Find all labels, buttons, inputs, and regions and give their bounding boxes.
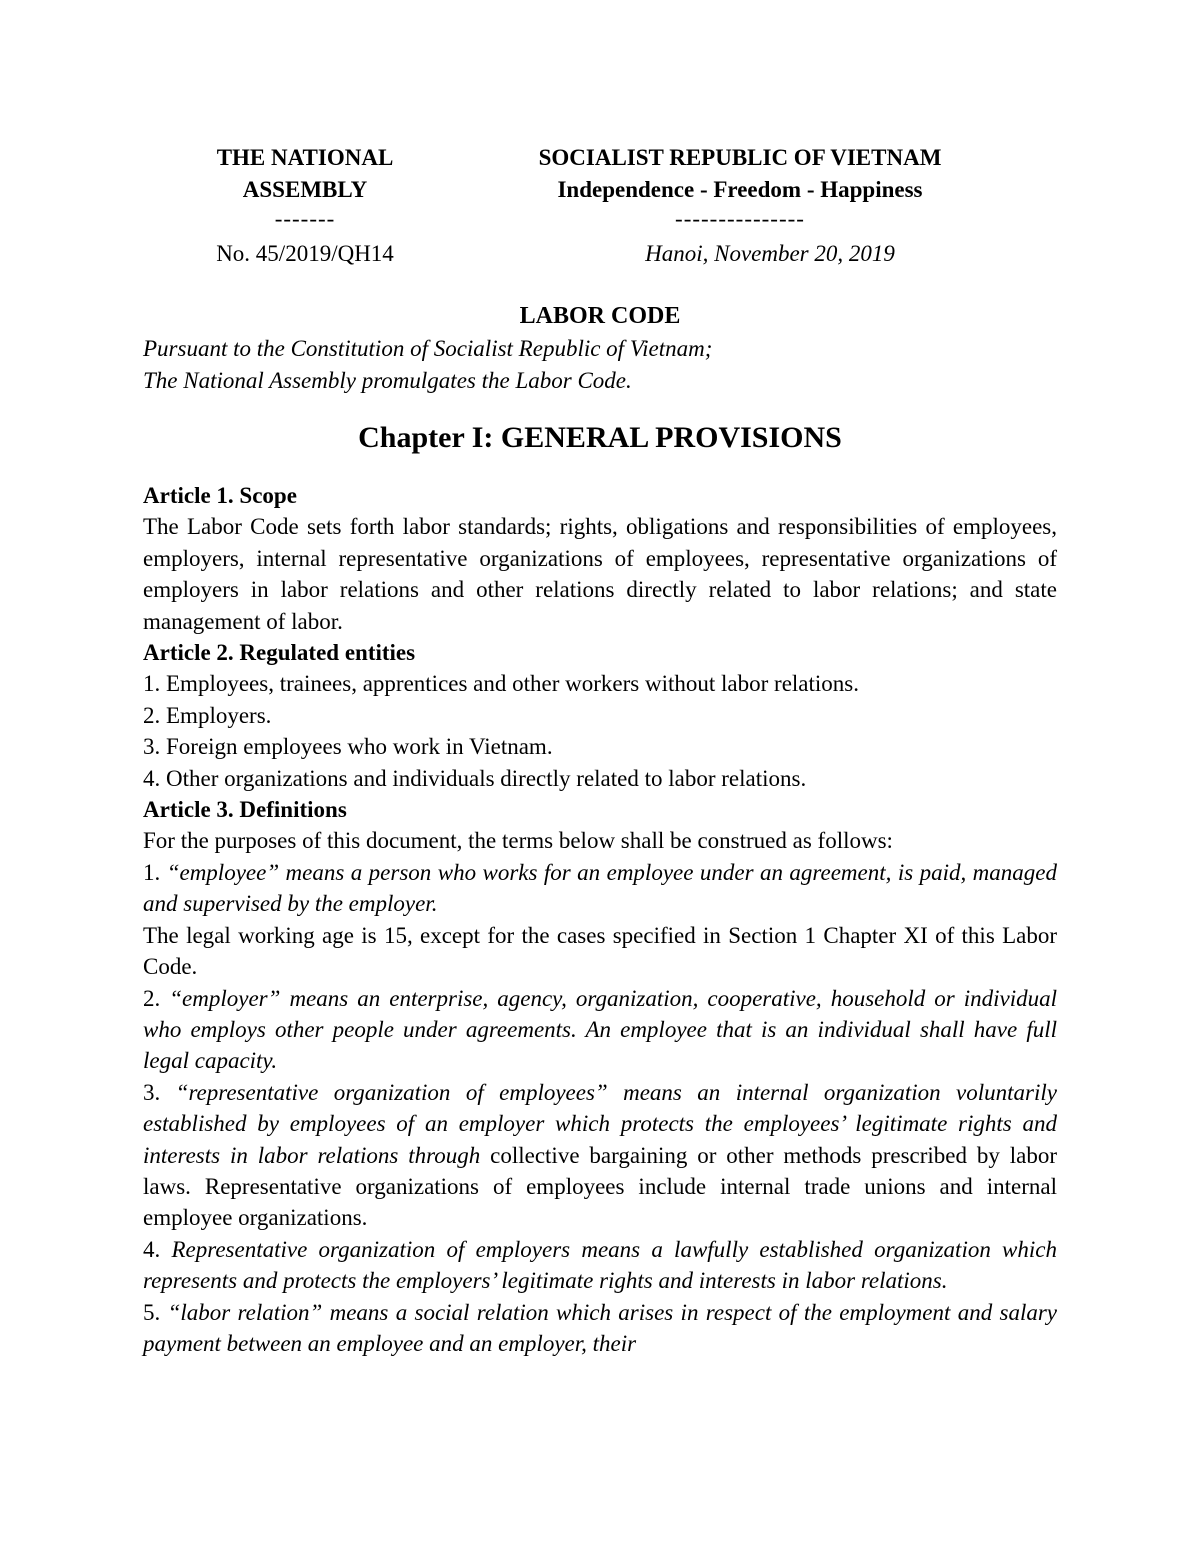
definition-3-text-italic: “representative organization of employees” means an internal organization voluntarily established by employees of an employer which protects the employees’ legitimate rights and interests in labor relations through <box>143 1079 1057 1168</box>
document-body <box>143 480 1057 1359</box>
chapter-heading: Chapter I: GENERAL PROVISIONS <box>358 421 842 454</box>
definition-2 <box>143 983 1057 1077</box>
definition-1-note: The legal working age is 15, except for the cases specified in Section 1 Chapter XI of this Labor Code. <box>143 922 1057 980</box>
definition-5-text: “labor relation” means a social relation which arises in respect of the employment and salary payment between an employee and an employer, their <box>143 1299 1058 1356</box>
definition-1 <box>143 857 1057 920</box>
article-2-item-3: 3. Foreign employees who work in Vietnam. <box>143 734 553 760</box>
definition-5-number: 5. <box>143 1299 161 1325</box>
issuer-block <box>150 142 460 232</box>
preamble <box>143 333 1057 397</box>
issuer-name-line1: THE NATIONAL <box>216 145 394 170</box>
definition-4-text: Representative organization of employers means a lawfully established organization which represents and protects the employers’ legitimate rights and interests in labor relations. <box>143 1236 1057 1294</box>
national-title-block <box>470 142 1010 232</box>
article-3-intro: For the purposes of this document, the terms below shall be construed as follows: <box>143 828 893 854</box>
definition-2-number: 2. <box>143 985 161 1011</box>
definition-4-number: 4. <box>143 1236 161 1262</box>
document-number: No. 45/2019/QH14 <box>216 241 394 266</box>
country-name: SOCIALIST REPUBLIC OF VIETNAM <box>538 145 942 170</box>
motto-separator: --------------- <box>675 206 805 231</box>
definition-3-number: 3. <box>143 1079 161 1105</box>
definition-3 <box>143 1077 1057 1234</box>
preamble-line-2: The National Assembly promulgates the Labor Code. <box>143 368 632 393</box>
definition-4 <box>143 1234 1057 1297</box>
article-2-item-1: 1. Employees, trainees, apprentices and other workers without labor relations. <box>143 671 859 697</box>
definition-5 <box>143 1297 1057 1360</box>
definition-2-text: “employer” means an enterprise, agency, organization, cooperative, household or individual who employs other people under agreements. An employee that is an individual shall have full legal capacity. <box>143 985 1057 1074</box>
definition-3-text-regular: collective bargaining or other methods prescribed by labor laws. Representative organizations of employees include internal trade unions and internal employee organizations. <box>143 1142 1058 1231</box>
issuer-separator: ------- <box>274 206 336 231</box>
article-1-text: The Labor Code sets forth labor standards; rights, obligations and responsibilities of employees, employers, internal representative organizations of employees, representative organizations of employers in labor relations and other relations directly related to labor relations; and state management of labor. <box>143 514 1057 634</box>
article-1-heading: Article 1. Scope <box>143 483 297 508</box>
document-date: Hanoi, November 20, 2019 <box>645 241 895 266</box>
definition-1-text: “employee” means a person who works for an employee under an agreement, is paid, managed and supervised by the employer. <box>143 859 1057 917</box>
article-2-item-4: 4. Other organizations and individuals directly related to labor relations. <box>143 765 807 791</box>
preamble-line-1: Pursuant to the Constitution of Socialist Republic of Vietnam; <box>143 336 713 361</box>
article-2-item-2: 2. Employers. <box>143 702 272 728</box>
definition-1-number: 1. <box>143 859 161 885</box>
national-motto: Independence - Freedom - Happiness <box>557 177 923 202</box>
document-title: LABOR CODE <box>519 303 681 329</box>
article-3-heading: Article 3. Definitions <box>143 797 347 823</box>
issuer-name-line2: ASSEMBLY <box>242 177 368 202</box>
article-2-heading: Article 2. Regulated entities <box>143 640 416 666</box>
